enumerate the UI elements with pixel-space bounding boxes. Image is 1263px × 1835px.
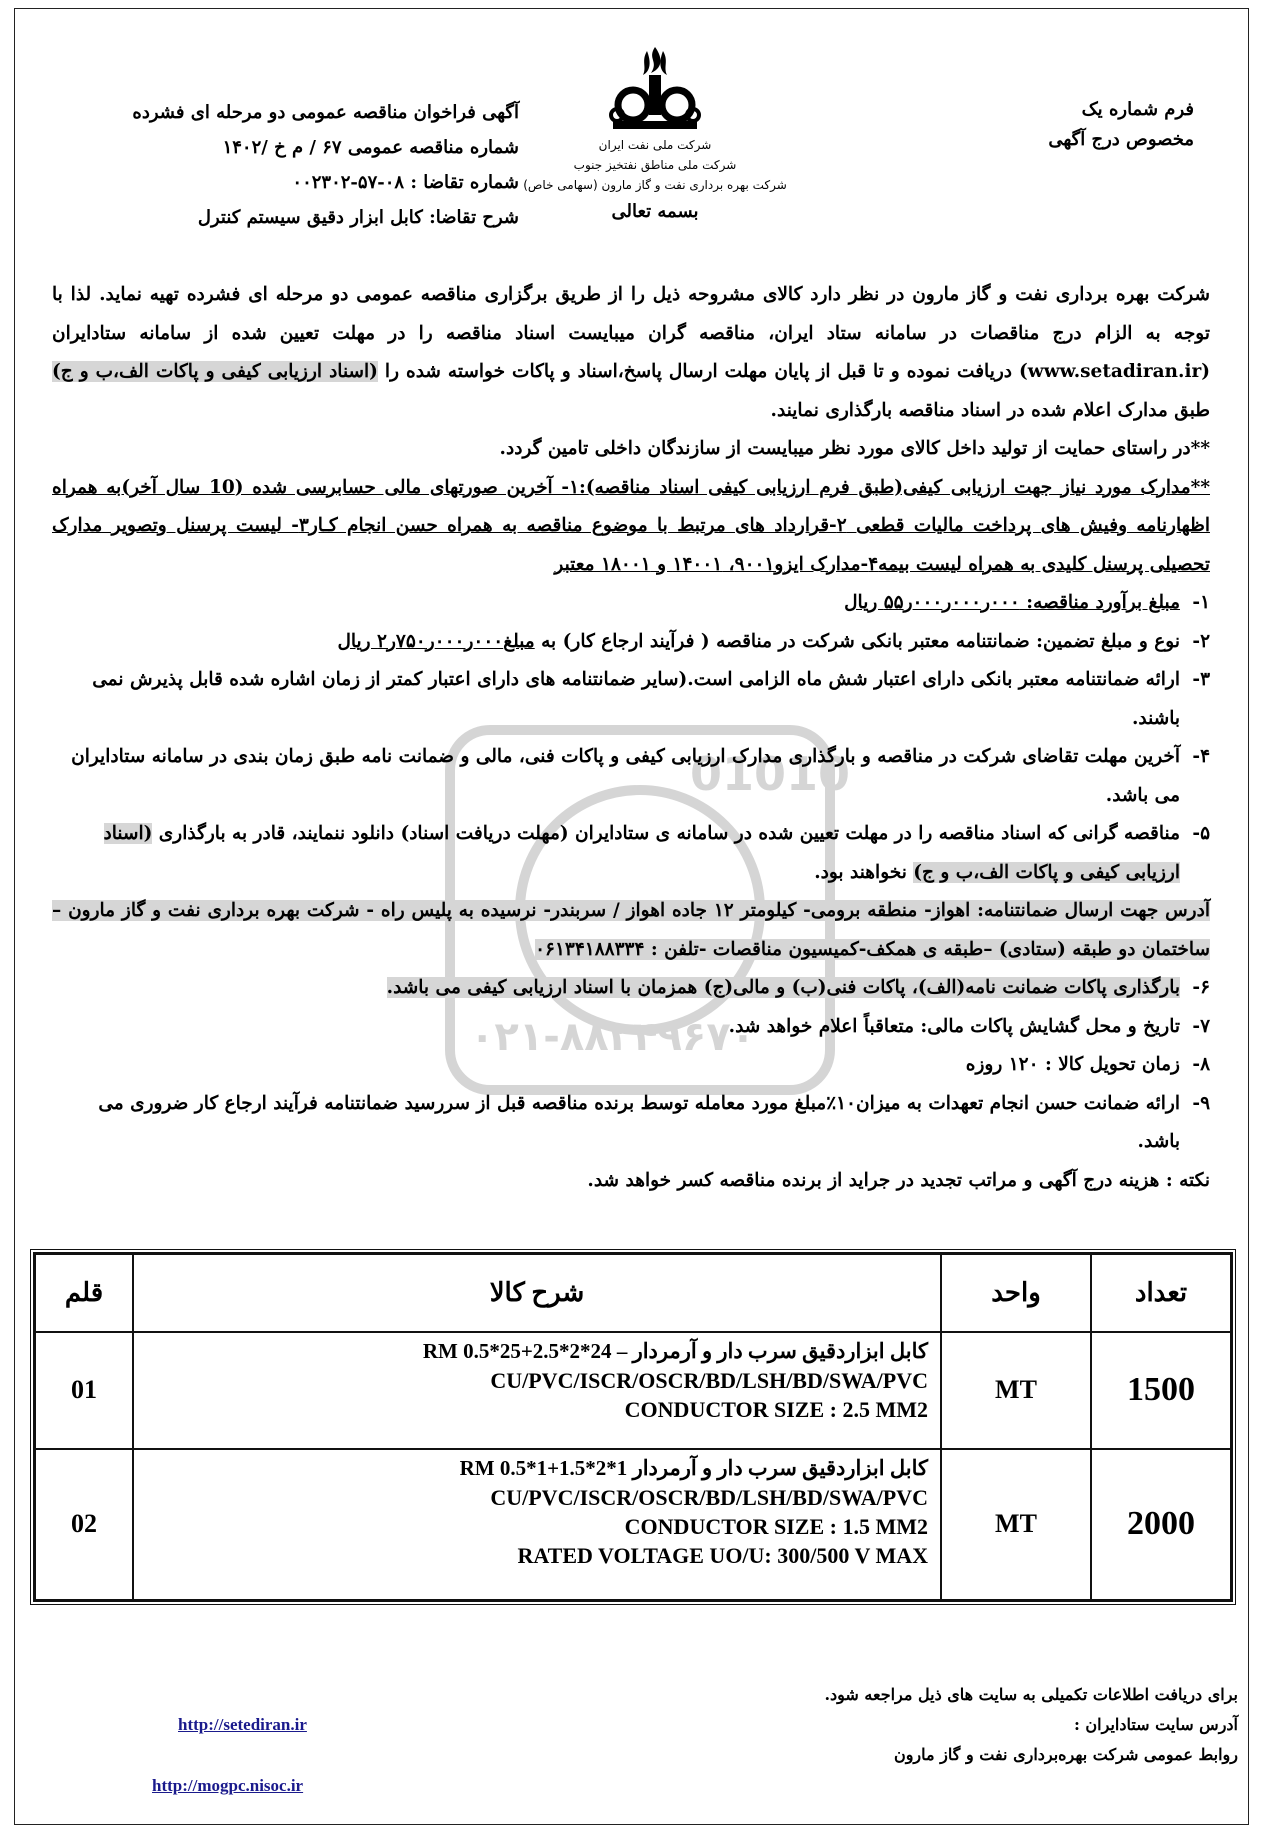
guarantee-address: آدرس جهت ارسال ضمانتنامه: اهواز- منطقه برومی- کیلومتر ۱۲ جاده اهواز / سربندر- نرسیده به پلیس راه - شرکت بهره برداری نفت و گاز مارون – ساختمان دو طبقه (ستادی) –طبقه ی همکف-کمیسیون مناقصات -تلفن : ۰۶۱۳۴۱۸۸۳۳۴ — [52, 900, 1210, 960]
list-item-9: ۹- ارائه ضمانت حسن انجام تعهدات به میزان۱۰٪مبلغ مورد معامله توسط برنده مناقصه قبل از سررسید ضمانتنامه فرآیند ارجاع کار ضروری می باشد. — [98, 1092, 1210, 1152]
unit-cell: MT — [941, 1332, 1091, 1449]
list-item-4: ۴- آخرین مهلت تقاضای شرکت در مناقصه و بارگذاری مدارک ارزیابی کیفی و پاکات فنی، مالی و ضمانت نامه طبق زمان بندی در سامانه ستادایران می باشد. — [71, 746, 1210, 806]
request-number: شماره تقاضا : ۰۸-۵۷-۰۰۲۳۰۲ — [292, 172, 519, 193]
advert-cost-note: نکته : هزینه درج آگهی و مراتب تجدید در جراید از برنده مناقصه کسر خواهد شد. — [587, 1169, 1210, 1191]
table-header-row — [35, 1254, 1231, 1332]
tender-title: آگهی فراخوان مناقصه عمومی دو مرحله ای فشرده — [132, 102, 519, 123]
desc-cell: کابل ابزاردقیق سرب دار و آرمردار RM 0.5*1+1.5*2*1 CU/PVC/ISCR/OSCR/BD/LSH/BD/SWA/PVC CONDUCTOR SIZE : 1.5 MM2 RATED VOLTAGE UO/U: 300/500 V MAX — [133, 1449, 941, 1600]
header-unit: واحد — [941, 1254, 1091, 1332]
mogpc-link[interactable]: http://mogpc.nisoc.ir — [152, 1776, 304, 1795]
notice-body — [52, 276, 1210, 1200]
bismillah: بسمه تعالی — [611, 201, 699, 222]
unit-cell: MT — [941, 1449, 1091, 1600]
setadiran-link[interactable]: http://setediran.ir — [178, 1715, 307, 1734]
header-row-number: قلم — [35, 1254, 133, 1332]
list-item-1: ۱- مبلغ برآورد مناقصه: ۰۰۰ر۰۰۰ر۰۰۰ر۵۵ ریال — [844, 592, 1210, 613]
watermark-digits: 01010 — [690, 747, 850, 801]
row-number-cell: 02 — [35, 1449, 133, 1600]
highlight-docs: (اسناد ارزیابی کیفی و پاکات الف،ب و ج) — [52, 361, 378, 382]
list-item-3: ۳- ارائه ضمانتنامه معتبر بانکی دارای اعتبار شش ماه الزامی است.(سایر ضمانتنامه های دارای اعتبار کمتر از زمان اشاره شده قابل پذیرش نمی باشند. — [92, 669, 1210, 729]
table-row — [35, 1449, 1231, 1600]
header-qty: تعداد — [1091, 1254, 1231, 1332]
intro-paragraph: شرکت بهره برداری نفت و گاز مارون در نظر دارد کالای مشروحه ذیل را از طریق برگزاری مناقصه عمومی دو مرحله ای فشرده تهیه نماید. لذا با توجه به الزام درج مناقصات در سامانه ستاد ایران، مناقصه گران میبایست اسناد مناقصه را در مهلت تعیین شده از سامانه ستادایران (www.setadiran.ir) دریافت نموده و تا قبل از پایان مهلت ارسال پاسخ،اسناد و پاکات خواسته شده را (اسناد ارزیابی کیفی و پاکات الف،ب و ج) طبق مدارک اعلام شده در اسناد مناقصه بارگذاری نمایند. — [52, 284, 1210, 421]
list-item-7: ۷- تاریخ و محل گشایش پاکات مالی: متعاقباً اعلام خواهد شد. — [728, 1015, 1210, 1037]
row-number-cell: 01 — [35, 1332, 133, 1449]
header-desc: شرح کالا — [133, 1254, 941, 1332]
tender-number: شماره مناقصه عمومی ۶۷ / م خ /۱۴۰۲ — [222, 137, 519, 158]
company-name-3: شرکت بهره برداری نفت و گاز مارون (سهامی خاص) — [523, 178, 787, 192]
list-item-2: ۲- نوع و مبلغ تضمین: ضمانتنامه معتبر بانکی شرکت در مناقصه ( فرآیند ارجاع کار) به مبلغ۰۰۰ر۰۰۰ر۷۵۰ر۲ ریال — [337, 630, 1210, 652]
company-name-2: شرکت ملی مناطق نفتخیز جنوب — [573, 158, 737, 172]
footer-setad-line: آدرس سایت ستادایران : — [1073, 1715, 1238, 1734]
qualification-docs: **مدارک مورد نیاز جهت ارزیابی کیفی(طبق فرم ارزیابی کیفی اسناد مناقصه):۱- آخرین صورتهای مالی حسابرسی شده (10 سال آخر)به همراه اظهارنامه وفیش های پرداخت مالیات قطعی ۲-قرارداد های مرتبط با موضوع مناقصه به همراه حسن انجام کـار۳- لیست پرسنل وتصویر مدارک تحصیلی پرسنل کلیدی به همراه لیست بیمه۴-مدارک ایزو۹۰۰۱، ۱۴۰۰۱ و ۱۸۰۰۱ معتبر — [52, 476, 1210, 575]
qty-cell: 2000 — [1091, 1449, 1231, 1600]
list-item-6: ۶- بارگذاری پاکات ضمانت نامه(الف)، پاکات فنی(ب) و مالی(ج) همزمان با اسناد ارزیابی کیفی می باشد. — [386, 977, 1210, 998]
list-item-8: ۸- زمان تحویل کالا : ۱۲۰ روزه — [965, 1054, 1210, 1075]
goods-table — [30, 1249, 1236, 1605]
footer-info-line: برای دریافت اطلاعات تکمیلی به سایت های ذیل مراجعه شود. — [824, 1685, 1238, 1704]
desc-cell: کابل ابزاردقیق سرب دار و آرمردار – RM 0.5*25+2.5*2*24 CU/PVC/ISCR/OSCR/BD/LSH/BD/SWA/PVC CONDUCTOR SIZE : 2.5 MM2 — [133, 1332, 941, 1449]
watermark-phone: ۰۲۱-۸۸۳۴۹۶۷۰ — [470, 1014, 756, 1060]
tender-header — [109, 95, 519, 235]
nioc-logo-icon — [607, 43, 703, 135]
company-logo-block — [505, 43, 805, 222]
footer-pr-line: روابط عمومی شرکت بهره‌برداری نفت و گاز مارون — [893, 1745, 1238, 1764]
form-label — [1014, 95, 1194, 155]
form-purpose: مخصوص درج آگهی — [1048, 129, 1194, 150]
list-item-5: ۵- مناقصه گرانی که اسناد مناقصه را در مهلت تعیین شده در سامانه ی ستادایران (مهلت دریافت اسناد) دانلود ننمایند، قادر به بارگذاری (اسناد ارزیابی کیفی و پاکات الف،ب و ج) نخواهند بود. — [103, 823, 1210, 883]
company-name-1: شرکت ملی نفت ایران — [598, 138, 712, 152]
table-row — [35, 1332, 1231, 1449]
form-number: فرم شماره یک — [1081, 99, 1194, 120]
domestic-note: **در راستای حمایت از تولید داخل کالای مورد نظر میبایست از سازندگان داخلی تامین گردد. — [499, 438, 1210, 459]
qty-cell: 1500 — [1091, 1332, 1231, 1449]
request-description: شرح تقاضا: کابل ابزار دقیق سیستم کنترل — [197, 207, 519, 228]
